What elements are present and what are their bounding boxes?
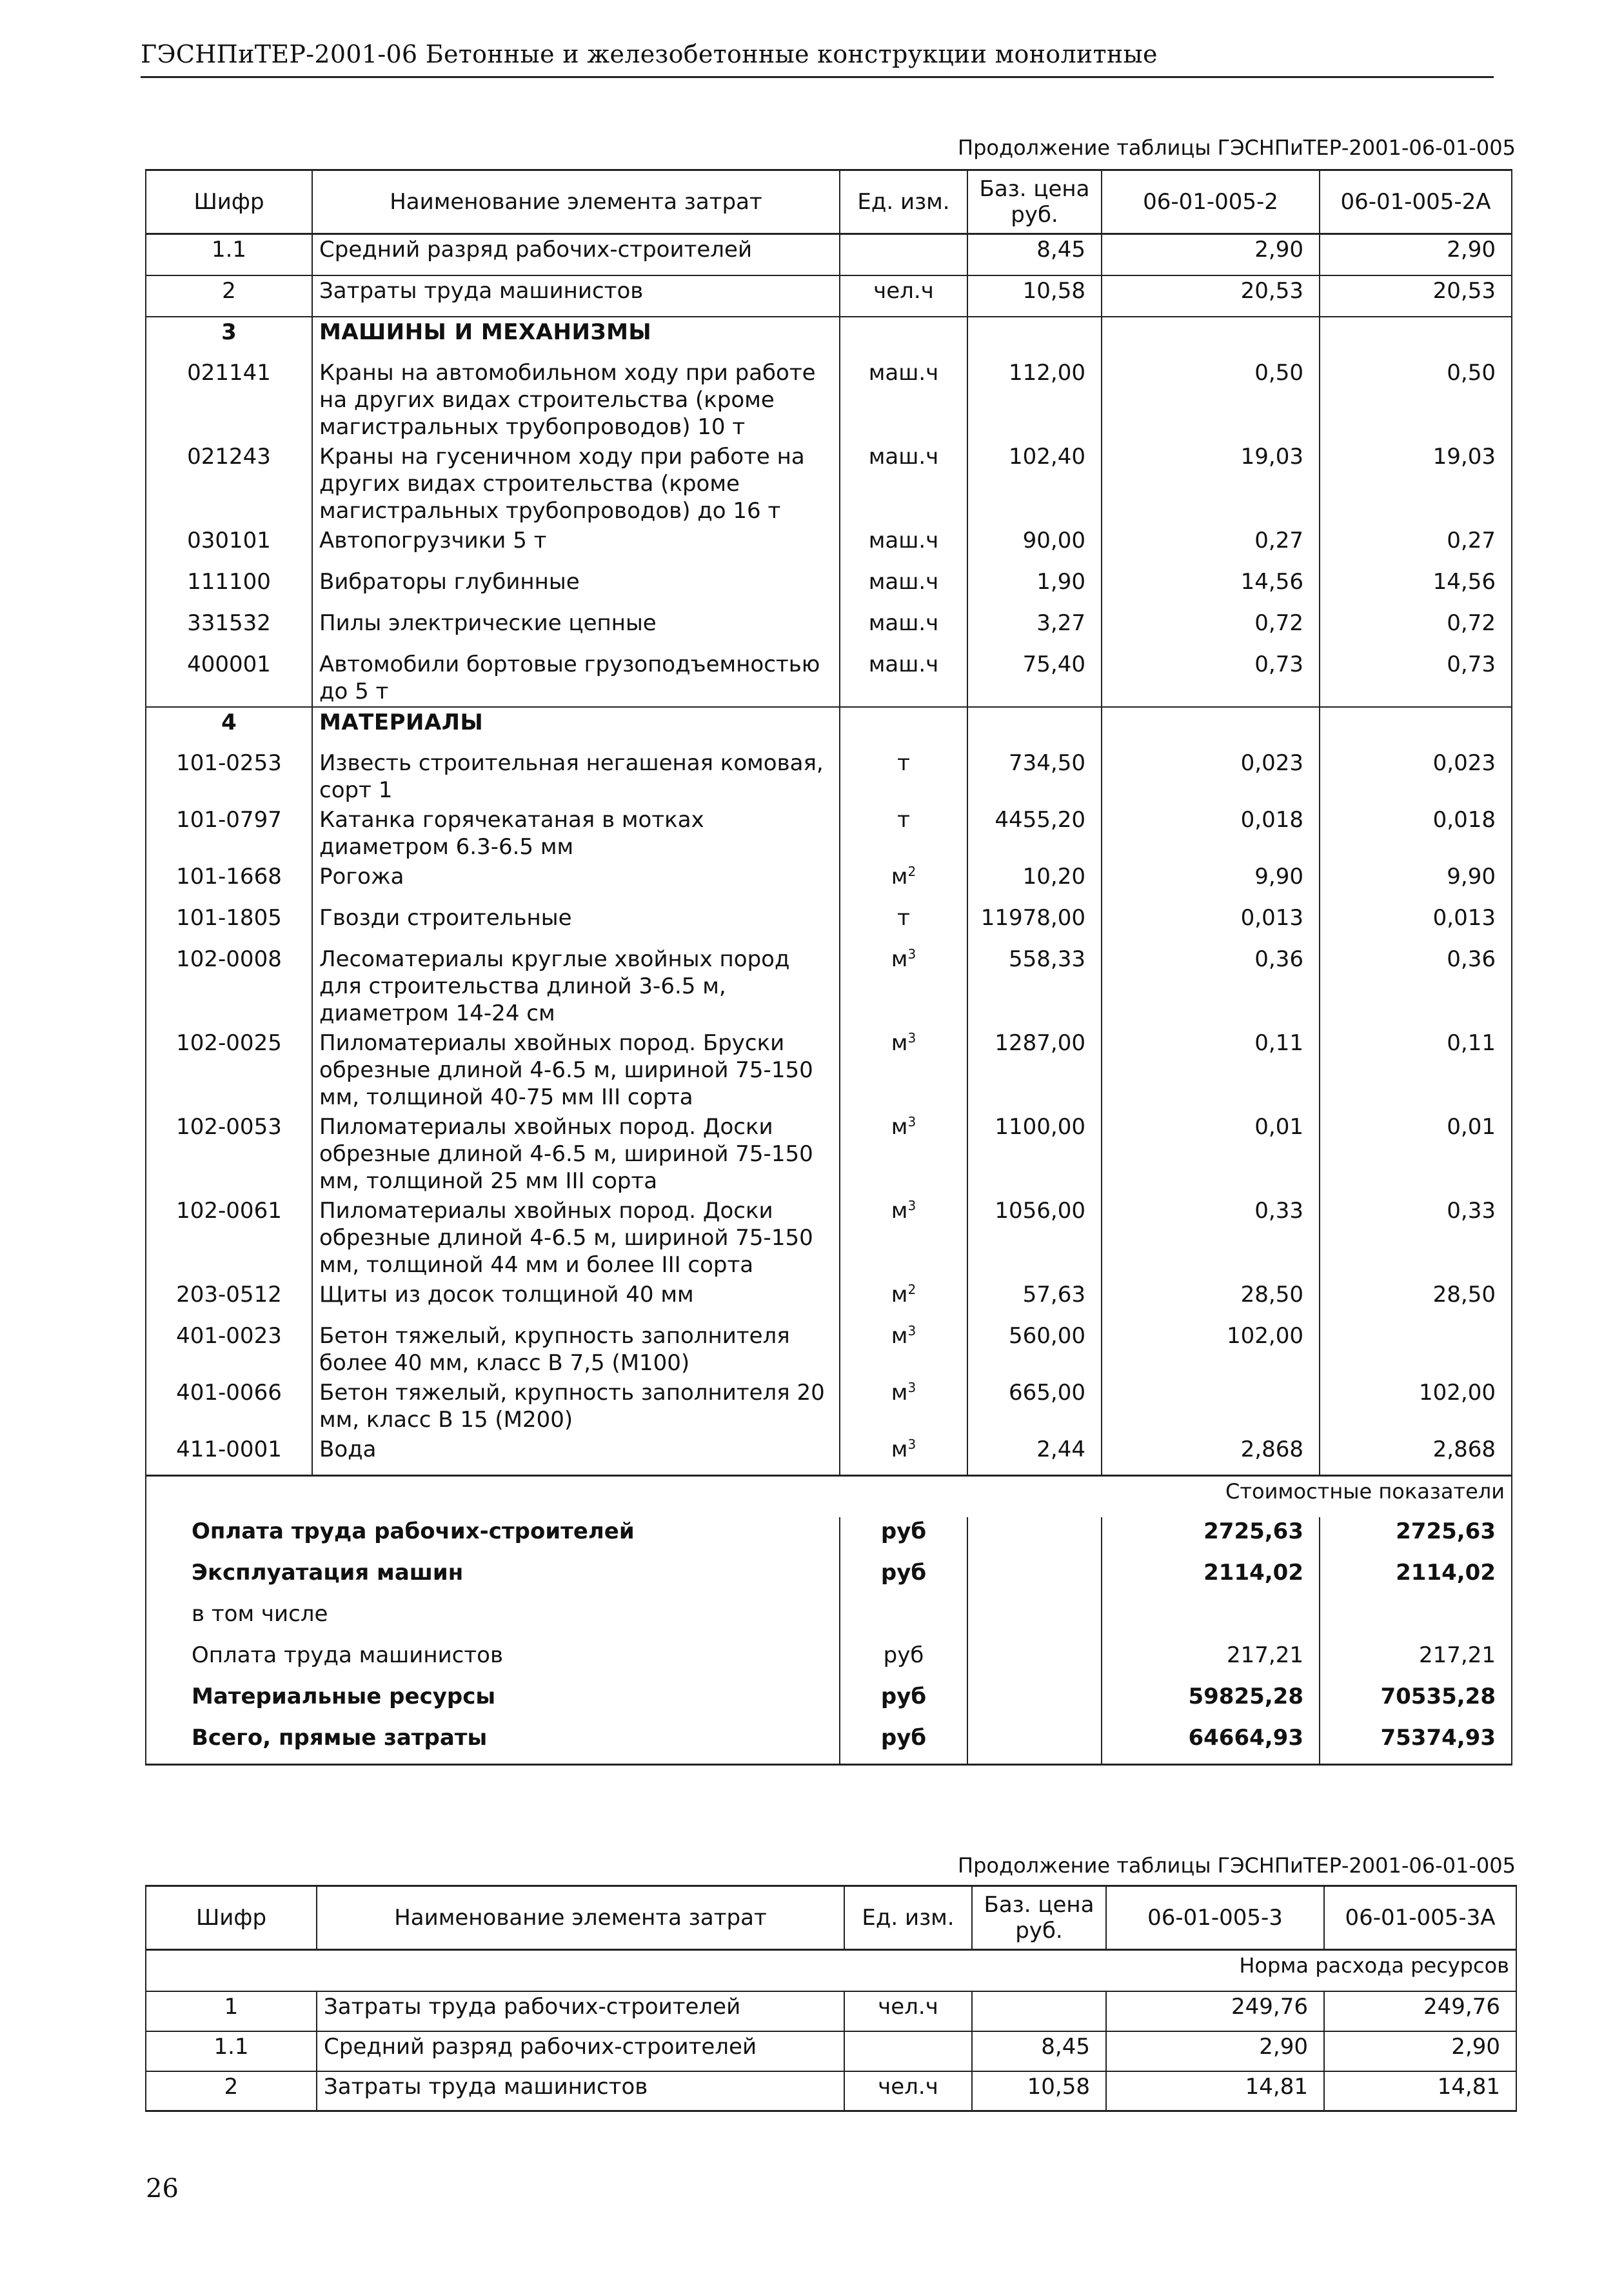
header-name: Наименование элемента затрат	[312, 170, 840, 234]
resource-table-2	[145, 1885, 1517, 2112]
table-row	[146, 2071, 1516, 2111]
header-col2: 06-01-005-3А	[1324, 1886, 1516, 1950]
row-value-col1: 20,53	[1102, 275, 1320, 317]
row-value-col1: 0,73	[1102, 650, 1320, 707]
row-name: Пилы электрические цепные	[312, 608, 840, 650]
row-code: 1	[146, 1991, 317, 2031]
table-row	[146, 1028, 1512, 1112]
row-value-col1: 0,27	[1102, 526, 1320, 567]
row-unit	[840, 1196, 967, 1280]
unit-exponent: 2	[907, 1281, 916, 1297]
row-name: Краны на автомобильном ходу при работе на других видах строительства (кроме магистральных трубопроводов) 10 т	[312, 358, 840, 442]
unit-exponent: 3	[907, 1113, 916, 1130]
row-code: 101-0797	[146, 805, 312, 862]
row-code: 3	[146, 317, 312, 358]
row-code: 2	[146, 2071, 317, 2111]
row-value-col2: 2,90	[1324, 2031, 1516, 2071]
row-unit	[840, 1435, 967, 1476]
row-value-col2: 2,90	[1320, 234, 1512, 275]
row-value-col1: 2,90	[1106, 2031, 1324, 2071]
row-price: 558,33	[967, 944, 1102, 1028]
row-value-col2: 0,33	[1320, 1196, 1512, 1280]
table-row	[146, 275, 1512, 317]
unit-exponent: 2	[907, 863, 916, 879]
row-value-col2: 0,36	[1320, 944, 1512, 1028]
row-code: 331532	[146, 608, 312, 650]
unit-base: м	[891, 1379, 908, 1406]
row-code: 1.1	[146, 2031, 317, 2071]
unit-exponent: 3	[907, 1197, 916, 1213]
row-value-col1: 2,90	[1102, 234, 1320, 275]
table-row	[146, 1435, 1512, 1476]
row-name: Пиломатериалы хвойных пород. Доски обрезные длиной 4-6.5 м, шириной 75-150 мм, толщиной 25 мм III сорта	[312, 1112, 840, 1196]
table-row	[146, 650, 1512, 707]
summary-label: Оплата труда рабочих-строителей	[146, 1517, 840, 1558]
row-code: 101-1805	[146, 903, 312, 944]
summary-value-col1: 2725,63	[1102, 1517, 1320, 1558]
table-row	[146, 1991, 1516, 2031]
row-price: 665,00	[967, 1378, 1102, 1435]
summary-value-col2: 2725,63	[1320, 1517, 1512, 1558]
summary-empty	[967, 1600, 1102, 1641]
header-name: Наименование элемента затрат	[317, 1886, 844, 1950]
row-value-col2: 249,76	[1324, 1991, 1516, 2031]
row-code: 021141	[146, 358, 312, 442]
table-row	[146, 317, 1512, 358]
row-code: 111100	[146, 567, 312, 608]
table-row	[146, 442, 1512, 526]
row-value-col2: 0,50	[1320, 358, 1512, 442]
summary-unit: руб	[840, 1724, 967, 1765]
row-code: 1.1	[146, 234, 312, 275]
summary-value-col1: 217,21	[1102, 1641, 1320, 1682]
header-code: Шифр	[146, 170, 312, 234]
unit-base: м	[891, 863, 908, 890]
row-value-col1	[1102, 1378, 1320, 1435]
row-unit	[840, 1280, 967, 1321]
unit-base: м	[891, 946, 908, 972]
page-number: 26	[146, 2174, 179, 2204]
cost-caption-row	[146, 1476, 1512, 1517]
row-code: 102-0025	[146, 1028, 312, 1112]
cost-caption: Стоимостные показатели	[146, 1476, 1512, 1517]
row-value-col2: 0,73	[1320, 650, 1512, 707]
summary-value-col1: 64664,93	[1102, 1724, 1320, 1765]
row-name: Щиты из досок толщиной 40 мм	[312, 1280, 840, 1321]
header-unit: Ед. изм.	[840, 170, 967, 234]
row-value-col1: 0,50	[1102, 358, 1320, 442]
summary-row	[146, 1517, 1512, 1558]
row-name: Бетон тяжелый, крупность заполнителя 20 мм, класс В 15 (М200)	[312, 1378, 840, 1435]
row-unit: маш.ч	[840, 358, 967, 442]
table2-caption: Продолжение таблицы ГЭСНПиТЕР-2001-06-01-005	[958, 1853, 1516, 1878]
row-unit: чел.ч	[840, 275, 967, 317]
row-name: Средний разряд рабочих-строителей	[312, 234, 840, 275]
table1-caption: Продолжение таблицы ГЭСНПиТЕР-2001-06-01-005	[958, 135, 1516, 160]
row-value-col2: 0,11	[1320, 1028, 1512, 1112]
row-value-col2: 102,00	[1320, 1378, 1512, 1435]
row-value-col2: 19,03	[1320, 442, 1512, 526]
table-row	[146, 1112, 1512, 1196]
row-value-col1: 9,90	[1102, 862, 1320, 903]
unit-base: м	[891, 1030, 908, 1056]
summary-value-col2: 2114,02	[1320, 1558, 1512, 1600]
row-unit	[840, 707, 967, 748]
row-value-col1: 28,50	[1102, 1280, 1320, 1321]
summary-row	[146, 1600, 1512, 1641]
row-unit	[840, 1028, 967, 1112]
row-unit	[840, 1112, 967, 1196]
summary-empty	[967, 1641, 1102, 1682]
row-unit	[840, 862, 967, 903]
table-row	[146, 805, 1512, 862]
row-name: МАТЕРИАЛЫ	[312, 707, 840, 748]
row-code: 401-0066	[146, 1378, 312, 1435]
table-row	[146, 567, 1512, 608]
row-value-col1: 0,33	[1102, 1196, 1320, 1280]
summary-value-col1: 2114,02	[1102, 1558, 1320, 1600]
row-value-col2	[1320, 317, 1512, 358]
row-code: 030101	[146, 526, 312, 567]
row-value-col2: 0,018	[1320, 805, 1512, 862]
row-price	[967, 707, 1102, 748]
header-col2: 06-01-005-2А	[1320, 170, 1512, 234]
row-unit	[840, 317, 967, 358]
row-name: Затраты труда машинистов	[312, 275, 840, 317]
row-value-col1: 14,56	[1102, 567, 1320, 608]
summary-label: Эксплуатация машин	[146, 1558, 840, 1600]
row-code: 400001	[146, 650, 312, 707]
row-unit: маш.ч	[840, 442, 967, 526]
unit-exponent: 3	[907, 1379, 916, 1395]
row-value-col2	[1320, 707, 1512, 748]
table-row	[146, 358, 1512, 442]
row-price: 57,63	[967, 1280, 1102, 1321]
row-value-col2: 14,56	[1320, 567, 1512, 608]
unit-exponent: 3	[907, 1322, 916, 1339]
header-col1: 06-01-005-3	[1106, 1886, 1324, 1950]
row-value-col2: 0,72	[1320, 608, 1512, 650]
row-price: 90,00	[967, 526, 1102, 567]
row-price: 4455,20	[967, 805, 1102, 862]
unit-exponent: 3	[907, 946, 916, 962]
row-value-col1: 0,36	[1102, 944, 1320, 1028]
norm-caption: Норма расхода ресурсов	[146, 1950, 1516, 1991]
row-value-col1: 0,11	[1102, 1028, 1320, 1112]
row-value-col1: 0,01	[1102, 1112, 1320, 1196]
row-price	[967, 317, 1102, 358]
row-value-col1: 19,03	[1102, 442, 1320, 526]
row-unit: маш.ч	[840, 526, 967, 567]
row-price: 8,45	[972, 2031, 1106, 2071]
row-value-col2: 20,53	[1320, 275, 1512, 317]
header-col1: 06-01-005-2	[1102, 170, 1320, 234]
row-code: 2	[146, 275, 312, 317]
summary-row	[146, 1682, 1512, 1724]
row-name: Известь строительная негашеная комовая, сорт 1	[312, 748, 840, 805]
row-code: 401-0023	[146, 1321, 312, 1378]
row-value-col1: 102,00	[1102, 1321, 1320, 1378]
table-row	[146, 862, 1512, 903]
row-name: МАШИНЫ И МЕХАНИЗМЫ	[312, 317, 840, 358]
header-unit: Ед. изм.	[844, 1886, 972, 1950]
summary-unit	[840, 1600, 967, 1641]
table-row	[146, 944, 1512, 1028]
header-price: Баз. цена руб.	[967, 170, 1102, 234]
row-value-col2: 0,27	[1320, 526, 1512, 567]
row-price	[972, 1991, 1106, 2031]
row-name: Пиломатериалы хвойных пород. Доски обрезные длиной 4-6.5 м, шириной 75-150 мм, толщиной 44 мм и более III сорта	[312, 1196, 840, 1280]
table-row	[146, 903, 1512, 944]
summary-label: Материальные ресурсы	[146, 1682, 840, 1724]
table-row	[146, 748, 1512, 805]
row-value-col2: 14,81	[1324, 2071, 1516, 2111]
row-unit: т	[840, 903, 967, 944]
row-name: Вибраторы глубинные	[312, 567, 840, 608]
row-code: 203-0512	[146, 1280, 312, 1321]
row-name: Вода	[312, 1435, 840, 1476]
row-code: 102-0061	[146, 1196, 312, 1280]
row-price: 11978,00	[967, 903, 1102, 944]
row-price: 8,45	[967, 234, 1102, 275]
summary-empty	[967, 1682, 1102, 1724]
row-price: 1,90	[967, 567, 1102, 608]
table-row	[146, 1280, 1512, 1321]
running-header: ГЭСНПиТЕР-2001-06 Бетонные и железобетонные конструкции монолитные	[141, 40, 1158, 68]
summary-value-col1	[1102, 1600, 1320, 1641]
row-code: 102-0008	[146, 944, 312, 1028]
row-code: 102-0053	[146, 1112, 312, 1196]
row-name: Катанка горячекатаная в мотках диаметром 6.3-6.5 мм	[312, 805, 840, 862]
header-rule	[141, 76, 1494, 78]
row-unit	[840, 1378, 967, 1435]
unit-exponent: 3	[907, 1030, 916, 1046]
unit-base: м	[891, 1197, 908, 1224]
unit-exponent: 3	[907, 1436, 916, 1452]
table1-header-row	[146, 170, 1512, 234]
row-price: 560,00	[967, 1321, 1102, 1378]
table2-header-row	[146, 1886, 1516, 1950]
row-code: 101-1668	[146, 862, 312, 903]
row-value-col2: 9,90	[1320, 862, 1512, 903]
row-name: Пиломатериалы хвойных пород. Бруски обрезные длиной 4-6.5 м, шириной 75-150 мм, толщиной 40-75 мм III сорта	[312, 1028, 840, 1112]
row-name: Краны на гусеничном ходу при работе на других видах строительства (кроме магистральных трубопроводов) до 16 т	[312, 442, 840, 526]
row-unit: маш.ч	[840, 567, 967, 608]
row-unit	[844, 2031, 972, 2071]
summary-unit: руб	[840, 1558, 967, 1600]
resource-table-1	[145, 169, 1512, 1766]
table-row	[146, 608, 1512, 650]
unit-base: м	[891, 1322, 908, 1349]
summary-row	[146, 1724, 1512, 1765]
row-value-col1	[1102, 317, 1320, 358]
summary-label: Оплата труда машинистов	[146, 1641, 840, 1682]
unit-base: м	[891, 1113, 908, 1140]
row-price: 10,58	[967, 275, 1102, 317]
row-value-col1	[1102, 707, 1320, 748]
row-name: Рогожа	[312, 862, 840, 903]
row-code: 021243	[146, 442, 312, 526]
row-value-col1: 0,013	[1102, 903, 1320, 944]
summary-empty	[967, 1517, 1102, 1558]
table-row	[146, 707, 1512, 748]
row-unit: т	[840, 805, 967, 862]
row-name: Автопогрузчики 5 т	[312, 526, 840, 567]
row-code: 4	[146, 707, 312, 748]
row-price: 1056,00	[967, 1196, 1102, 1280]
summary-label: Всего, прямые затраты	[146, 1724, 840, 1765]
row-price: 10,58	[972, 2071, 1106, 2111]
row-price: 1100,00	[967, 1112, 1102, 1196]
row-value-col1: 0,72	[1102, 608, 1320, 650]
row-name: Бетон тяжелый, крупность заполнителя более 40 мм, класс В 7,5 (М100)	[312, 1321, 840, 1378]
row-price: 10,20	[967, 862, 1102, 903]
row-unit: маш.ч	[840, 608, 967, 650]
row-value-col2: 0,023	[1320, 748, 1512, 805]
summary-unit: руб	[840, 1641, 967, 1682]
summary-value-col1: 59825,28	[1102, 1682, 1320, 1724]
table-row	[146, 234, 1512, 275]
row-code: 101-0253	[146, 748, 312, 805]
row-value-col1: 0,023	[1102, 748, 1320, 805]
row-unit: маш.ч	[840, 650, 967, 707]
row-price: 734,50	[967, 748, 1102, 805]
summary-row	[146, 1641, 1512, 1682]
row-value-col2: 2,868	[1320, 1435, 1512, 1476]
norm-caption-row	[146, 1950, 1516, 1991]
summary-value-col2: 217,21	[1320, 1641, 1512, 1682]
summary-value-col2: 70535,28	[1320, 1682, 1512, 1724]
row-value-col1: 249,76	[1106, 1991, 1324, 2031]
row-value-col1: 2,868	[1102, 1435, 1320, 1476]
row-unit: чел.ч	[844, 1991, 972, 2031]
row-price: 1287,00	[967, 1028, 1102, 1112]
summary-empty	[967, 1558, 1102, 1600]
table-row	[146, 1321, 1512, 1378]
summary-value-col2: 75374,93	[1320, 1724, 1512, 1765]
row-value-col2	[1320, 1321, 1512, 1378]
table-row	[146, 1196, 1512, 1280]
row-price: 3,27	[967, 608, 1102, 650]
row-value-col1: 0,018	[1102, 805, 1320, 862]
row-unit	[840, 234, 967, 275]
summary-empty	[967, 1724, 1102, 1765]
summary-unit: руб	[840, 1517, 967, 1558]
table-row	[146, 526, 1512, 567]
row-price: 102,40	[967, 442, 1102, 526]
row-price: 2,44	[967, 1435, 1102, 1476]
summary-unit: руб	[840, 1682, 967, 1724]
row-name: Автомобили бортовые грузоподъемностью до 5 т	[312, 650, 840, 707]
row-name: Затраты труда рабочих-строителей	[317, 1991, 844, 2031]
summary-label: в том числе	[146, 1600, 840, 1641]
row-price: 112,00	[967, 358, 1102, 442]
unit-base: м	[891, 1436, 908, 1462]
row-name: Гвозди строительные	[312, 903, 840, 944]
row-value-col2: 0,013	[1320, 903, 1512, 944]
table-row	[146, 1378, 1512, 1435]
row-value-col2: 0,01	[1320, 1112, 1512, 1196]
summary-value-col2	[1320, 1600, 1512, 1641]
row-price: 75,40	[967, 650, 1102, 707]
row-unit: т	[840, 748, 967, 805]
row-name: Средний разряд рабочих-строителей	[317, 2031, 844, 2071]
row-value-col2: 28,50	[1320, 1280, 1512, 1321]
row-code: 411-0001	[146, 1435, 312, 1476]
summary-row	[146, 1558, 1512, 1600]
row-unit: чел.ч	[844, 2071, 972, 2111]
row-unit	[840, 944, 967, 1028]
header-price: Баз. цена руб.	[972, 1886, 1106, 1950]
header-code: Шифр	[146, 1886, 317, 1950]
table-row	[146, 2031, 1516, 2071]
row-unit	[840, 1321, 967, 1378]
row-name: Затраты труда машинистов	[317, 2071, 844, 2111]
unit-base: м	[891, 1281, 908, 1308]
row-value-col1: 14,81	[1106, 2071, 1324, 2111]
row-name: Лесоматериалы круглые хвойных пород для строительства длиной 3-6.5 м, диаметром 14-24 см	[312, 944, 840, 1028]
